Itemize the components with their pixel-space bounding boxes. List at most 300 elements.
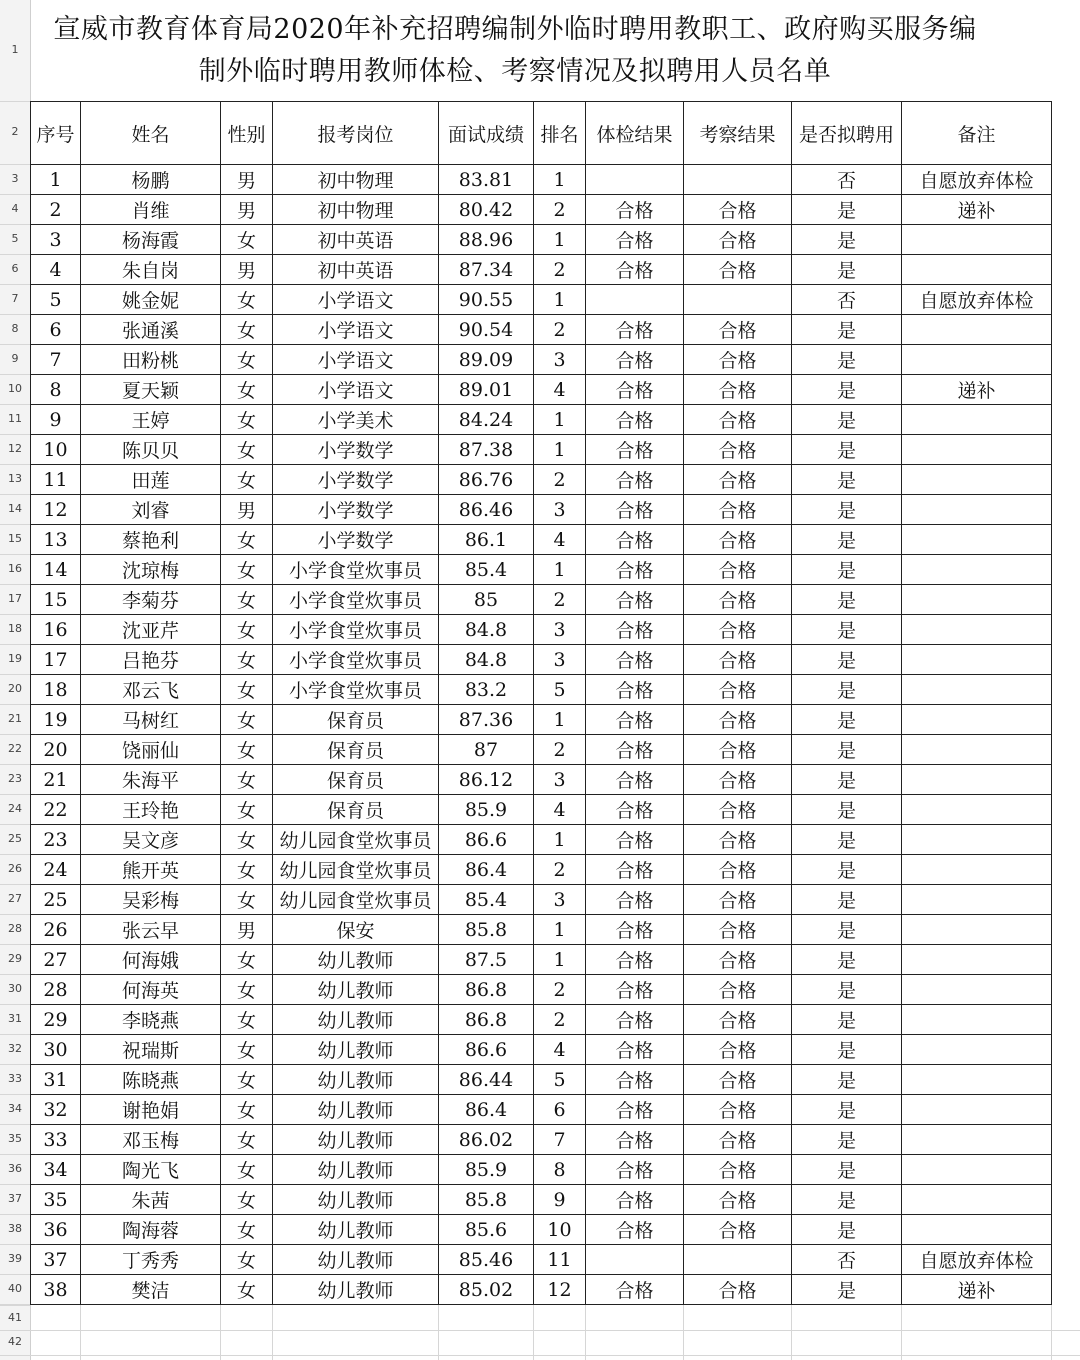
cell-col-position[interactable]: 幼儿教师: [273, 1185, 439, 1215]
cell-col-rank[interactable]: 1: [534, 285, 586, 315]
cell-col-index[interactable]: 34: [31, 1155, 81, 1185]
row-number[interactable]: 19: [8, 652, 22, 665]
header-col-hire[interactable]: 是否拟聘用: [792, 102, 902, 165]
cell-col-remark[interactable]: [902, 1155, 1052, 1185]
cell-col-gender[interactable]: 女: [221, 1185, 273, 1215]
cell-col-inspection[interactable]: 合格: [684, 585, 792, 615]
cell-col-score[interactable]: 86.8: [439, 975, 534, 1005]
cell-col-rank[interactable]: 1: [534, 405, 586, 435]
cell-col-rank[interactable]: 7: [534, 1125, 586, 1155]
cell-col-index[interactable]: 13: [31, 525, 81, 555]
cell-col-hire[interactable]: 是: [792, 1215, 902, 1245]
cell-col-score[interactable]: 86.02: [439, 1125, 534, 1155]
cell-col-index[interactable]: 9: [31, 405, 81, 435]
cell-col-inspection[interactable]: 合格: [684, 1035, 792, 1065]
cell-col-position[interactable]: 幼儿教师: [273, 1005, 439, 1035]
cell-col-score[interactable]: 87.36: [439, 705, 534, 735]
cell-col-hire[interactable]: 是: [792, 405, 902, 435]
row-number[interactable]: 10: [8, 382, 22, 395]
cell-col-name[interactable]: 张通溪: [81, 315, 221, 345]
cell-col-name[interactable]: 田莲: [81, 465, 221, 495]
row-number[interactable]: 18: [8, 622, 22, 635]
cell-col-rank[interactable]: 2: [534, 975, 586, 1005]
cell-col-inspection[interactable]: 合格: [684, 975, 792, 1005]
row-number[interactable]: 22: [8, 742, 22, 755]
cell-col-hire[interactable]: 是: [792, 825, 902, 855]
cell-col-remark[interactable]: [902, 345, 1052, 375]
cell-col-remark[interactable]: 递补: [902, 195, 1052, 225]
cell-col-gender[interactable]: 女: [221, 1155, 273, 1185]
cell-col-score[interactable]: 87.34: [439, 255, 534, 285]
cell-col-name[interactable]: 邓玉梅: [81, 1125, 221, 1155]
header-col-gender[interactable]: 性别: [221, 102, 273, 165]
cell-col-index[interactable]: 25: [31, 885, 81, 915]
cell-col-rank[interactable]: 3: [534, 885, 586, 915]
cell-col-physical[interactable]: [586, 165, 684, 195]
cell-col-physical[interactable]: 合格: [586, 885, 684, 915]
cell-col-gender[interactable]: 女: [221, 435, 273, 465]
cell-col-inspection[interactable]: 合格: [684, 345, 792, 375]
cell-col-inspection[interactable]: 合格: [684, 855, 792, 885]
cell-col-rank[interactable]: 1: [534, 225, 586, 255]
cell-col-score[interactable]: 86.6: [439, 1035, 534, 1065]
cell-col-inspection[interactable]: 合格: [684, 315, 792, 345]
row-number[interactable]: 27: [8, 892, 22, 905]
cell-col-rank[interactable]: 1: [534, 435, 586, 465]
cell-col-index[interactable]: 29: [31, 1005, 81, 1035]
row-number[interactable]: 7: [11, 292, 19, 305]
cell-col-gender[interactable]: 男: [221, 915, 273, 945]
cell-col-remark[interactable]: [902, 1125, 1052, 1155]
cell-col-remark[interactable]: 自愿放弃体检: [902, 285, 1052, 315]
cell-col-inspection[interactable]: 合格: [684, 705, 792, 735]
header-col-name[interactable]: 姓名: [81, 102, 221, 165]
cell-col-position[interactable]: 幼儿教师: [273, 975, 439, 1005]
cell-col-score[interactable]: 85.9: [439, 1155, 534, 1185]
cell-col-rank[interactable]: 1: [534, 555, 586, 585]
cell-col-physical[interactable]: 合格: [586, 735, 684, 765]
cell-col-rank[interactable]: 5: [534, 1065, 586, 1095]
cell-col-score[interactable]: 83.2: [439, 675, 534, 705]
row-number[interactable]: 23: [8, 772, 22, 785]
cell-col-position[interactable]: 幼儿教师: [273, 1215, 439, 1245]
row-number[interactable]: 4: [11, 202, 19, 215]
cell-col-position[interactable]: 小学语文: [273, 285, 439, 315]
cell-col-rank[interactable]: 2: [534, 585, 586, 615]
cell-col-position[interactable]: 小学数学: [273, 525, 439, 555]
row-number[interactable]: 20: [8, 682, 22, 695]
row-number[interactable]: 34: [8, 1102, 22, 1115]
cell-col-name[interactable]: 何海娥: [81, 945, 221, 975]
cell-col-rank[interactable]: 3: [534, 495, 586, 525]
cell-col-inspection[interactable]: 合格: [684, 1005, 792, 1035]
cell-col-index[interactable]: 28: [31, 975, 81, 1005]
cell-col-physical[interactable]: 合格: [586, 555, 684, 585]
cell-col-position[interactable]: 小学美术: [273, 405, 439, 435]
cell-col-inspection[interactable]: 合格: [684, 795, 792, 825]
cell-col-name[interactable]: 朱自岗: [81, 255, 221, 285]
cell-col-position[interactable]: 小学语文: [273, 345, 439, 375]
cell-col-name[interactable]: 朱海平: [81, 765, 221, 795]
cell-col-name[interactable]: 饶丽仙: [81, 735, 221, 765]
row-number[interactable]: 24: [8, 802, 22, 815]
cell-col-hire[interactable]: 是: [792, 645, 902, 675]
cell-col-gender[interactable]: 男: [221, 255, 273, 285]
cell-col-name[interactable]: 马树红: [81, 705, 221, 735]
cell-col-remark[interactable]: [902, 945, 1052, 975]
cell-col-score[interactable]: 86.1: [439, 525, 534, 555]
cell-col-index[interactable]: 16: [31, 615, 81, 645]
cell-col-hire[interactable]: 是: [792, 225, 902, 255]
cell-col-rank[interactable]: 10: [534, 1215, 586, 1245]
cell-col-inspection[interactable]: 合格: [684, 465, 792, 495]
cell-col-index[interactable]: 11: [31, 465, 81, 495]
cell-col-inspection[interactable]: 合格: [684, 735, 792, 765]
cell-col-physical[interactable]: 合格: [586, 1155, 684, 1185]
cell-col-rank[interactable]: 8: [534, 1155, 586, 1185]
cell-col-position[interactable]: 小学食堂炊事员: [273, 675, 439, 705]
cell-col-gender[interactable]: 女: [221, 1125, 273, 1155]
cell-col-inspection[interactable]: 合格: [684, 675, 792, 705]
cell-col-index[interactable]: 3: [31, 225, 81, 255]
cell-col-rank[interactable]: 4: [534, 525, 586, 555]
cell-col-name[interactable]: 吴彩梅: [81, 885, 221, 915]
row-number[interactable]: 14: [8, 502, 22, 515]
cell-col-gender[interactable]: 女: [221, 345, 273, 375]
cell-col-remark[interactable]: [902, 645, 1052, 675]
cell-col-inspection[interactable]: 合格: [684, 195, 792, 225]
cell-col-hire[interactable]: 是: [792, 1155, 902, 1185]
row-number[interactable]: 17: [8, 592, 22, 605]
cell-col-score[interactable]: 85.02: [439, 1275, 534, 1305]
cell-col-index[interactable]: 22: [31, 795, 81, 825]
cell-col-gender[interactable]: 女: [221, 225, 273, 255]
cell-col-rank[interactable]: 2: [534, 315, 586, 345]
cell-col-hire[interactable]: 是: [792, 1125, 902, 1155]
cell-col-position[interactable]: 幼儿教师: [273, 1155, 439, 1185]
cell-col-remark[interactable]: [902, 915, 1052, 945]
cell-col-inspection[interactable]: 合格: [684, 1125, 792, 1155]
cell-col-gender[interactable]: 女: [221, 375, 273, 405]
row-number[interactable]: 16: [8, 562, 22, 575]
cell-col-name[interactable]: 杨鹏: [81, 165, 221, 195]
cell-col-inspection[interactable]: 合格: [684, 1065, 792, 1095]
cell-col-hire[interactable]: 是: [792, 585, 902, 615]
cell-col-name[interactable]: 祝瑞斯: [81, 1035, 221, 1065]
cell-col-rank[interactable]: 5: [534, 675, 586, 705]
cell-col-score[interactable]: 80.42: [439, 195, 534, 225]
cell-col-inspection[interactable]: 合格: [684, 435, 792, 465]
row-number[interactable]: 6: [11, 262, 19, 275]
cell-col-remark[interactable]: [902, 1005, 1052, 1035]
cell-col-physical[interactable]: 合格: [586, 765, 684, 795]
cell-col-index[interactable]: 26: [31, 915, 81, 945]
cell-col-rank[interactable]: 4: [534, 375, 586, 405]
header-col-inspection[interactable]: 考察结果: [684, 102, 792, 165]
cell-col-score[interactable]: 88.96: [439, 225, 534, 255]
cell-col-index[interactable]: 37: [31, 1245, 81, 1275]
cell-col-index[interactable]: 31: [31, 1065, 81, 1095]
cell-col-inspection[interactable]: 合格: [684, 1215, 792, 1245]
cell-col-index[interactable]: 19: [31, 705, 81, 735]
cell-col-position[interactable]: 初中物理: [273, 165, 439, 195]
cell-col-gender[interactable]: 女: [221, 1035, 273, 1065]
cell-col-inspection[interactable]: 合格: [684, 255, 792, 285]
cell-col-index[interactable]: 38: [31, 1275, 81, 1305]
cell-col-hire[interactable]: 是: [792, 555, 902, 585]
cell-col-position[interactable]: 幼儿教师: [273, 1035, 439, 1065]
cell-col-physical[interactable]: 合格: [586, 585, 684, 615]
cell-col-physical[interactable]: 合格: [586, 405, 684, 435]
cell-col-score[interactable]: 85.9: [439, 795, 534, 825]
cell-col-name[interactable]: 李晓燕: [81, 1005, 221, 1035]
cell-col-name[interactable]: 朱茜: [81, 1185, 221, 1215]
cell-col-score[interactable]: 84.24: [439, 405, 534, 435]
row-number[interactable]: 38: [8, 1222, 22, 1235]
cell-col-score[interactable]: 89.01: [439, 375, 534, 405]
cell-col-remark[interactable]: 递补: [902, 375, 1052, 405]
header-col-remark[interactable]: 备注: [902, 102, 1052, 165]
cell-col-inspection[interactable]: 合格: [684, 375, 792, 405]
cell-col-remark[interactable]: [902, 825, 1052, 855]
cell-col-hire[interactable]: 是: [792, 1005, 902, 1035]
cell-col-inspection[interactable]: 合格: [684, 555, 792, 585]
cell-col-remark[interactable]: [902, 855, 1052, 885]
cell-col-physical[interactable]: 合格: [586, 975, 684, 1005]
row-number[interactable]: 29: [8, 952, 22, 965]
cell-col-hire[interactable]: 是: [792, 795, 902, 825]
cell-col-name[interactable]: 丁秀秀: [81, 1245, 221, 1275]
cell-col-gender[interactable]: 女: [221, 645, 273, 675]
cell-col-name[interactable]: 陶光飞: [81, 1155, 221, 1185]
cell-col-physical[interactable]: 合格: [586, 645, 684, 675]
cell-col-index[interactable]: 7: [31, 345, 81, 375]
cell-col-gender[interactable]: 女: [221, 855, 273, 885]
cell-col-name[interactable]: 陶海蓉: [81, 1215, 221, 1245]
cell-col-rank[interactable]: 4: [534, 795, 586, 825]
cell-col-remark[interactable]: [902, 495, 1052, 525]
header-col-index[interactable]: 序号: [31, 102, 81, 165]
row-number[interactable]: 8: [11, 322, 19, 335]
cell-col-score[interactable]: 86.44: [439, 1065, 534, 1095]
cell-col-inspection[interactable]: 合格: [684, 615, 792, 645]
cell-col-rank[interactable]: 2: [534, 255, 586, 285]
header-col-rank[interactable]: 排名: [534, 102, 586, 165]
cell-col-rank[interactable]: 3: [534, 615, 586, 645]
cell-col-remark[interactable]: [902, 555, 1052, 585]
cell-col-gender[interactable]: 女: [221, 315, 273, 345]
row-number[interactable]: 30: [8, 982, 22, 995]
cell-col-gender[interactable]: 女: [221, 525, 273, 555]
cell-col-index[interactable]: 5: [31, 285, 81, 315]
cell-col-name[interactable]: 张云早: [81, 915, 221, 945]
cell-col-score[interactable]: 85: [439, 585, 534, 615]
cell-col-remark[interactable]: [902, 885, 1052, 915]
cell-col-score[interactable]: 87.5: [439, 945, 534, 975]
cell-col-index[interactable]: 12: [31, 495, 81, 525]
cell-col-rank[interactable]: 1: [534, 165, 586, 195]
cell-col-score[interactable]: 84.8: [439, 645, 534, 675]
cell-col-rank[interactable]: 2: [534, 195, 586, 225]
row-number[interactable]: 33: [8, 1072, 22, 1085]
cell-col-position[interactable]: 保育员: [273, 765, 439, 795]
cell-col-hire[interactable]: 否: [792, 1245, 902, 1275]
cell-col-physical[interactable]: 合格: [586, 705, 684, 735]
cell-col-position[interactable]: 保育员: [273, 705, 439, 735]
cell-col-hire[interactable]: 是: [792, 675, 902, 705]
cell-col-remark[interactable]: [902, 525, 1052, 555]
cell-col-name[interactable]: 肖维: [81, 195, 221, 225]
cell-col-inspection[interactable]: 合格: [684, 1185, 792, 1215]
cell-col-remark[interactable]: [902, 1035, 1052, 1065]
cell-col-physical[interactable]: 合格: [586, 855, 684, 885]
cell-col-index[interactable]: 4: [31, 255, 81, 285]
cell-col-index[interactable]: 14: [31, 555, 81, 585]
cell-col-remark[interactable]: [902, 795, 1052, 825]
cell-col-physical[interactable]: 合格: [586, 315, 684, 345]
cell-col-gender[interactable]: 女: [221, 615, 273, 645]
cell-col-remark[interactable]: [902, 735, 1052, 765]
cell-col-physical[interactable]: 合格: [586, 795, 684, 825]
cell-col-hire[interactable]: 是: [792, 1035, 902, 1065]
row-number[interactable]: 2: [11, 125, 19, 138]
header-col-physical[interactable]: 体检结果: [586, 102, 684, 165]
row-number[interactable]: 28: [8, 922, 22, 935]
cell-col-gender[interactable]: 女: [221, 1275, 273, 1305]
cell-col-name[interactable]: 姚金妮: [81, 285, 221, 315]
cell-col-name[interactable]: 刘睿: [81, 495, 221, 525]
cell-col-gender[interactable]: 女: [221, 1065, 273, 1095]
cell-col-inspection[interactable]: 合格: [684, 525, 792, 555]
cell-col-index[interactable]: 10: [31, 435, 81, 465]
cell-col-gender[interactable]: 女: [221, 705, 273, 735]
cell-col-inspection[interactable]: 合格: [684, 1095, 792, 1125]
cell-col-remark[interactable]: 递补: [902, 1275, 1052, 1305]
cell-col-inspection[interactable]: 合格: [684, 225, 792, 255]
cell-col-physical[interactable]: 合格: [586, 615, 684, 645]
cell-col-score[interactable]: 86.12: [439, 765, 534, 795]
cell-col-score[interactable]: 86.8: [439, 1005, 534, 1035]
cell-col-rank[interactable]: 11: [534, 1245, 586, 1275]
cell-col-score[interactable]: 87: [439, 735, 534, 765]
cell-col-position[interactable]: 幼儿教师: [273, 1065, 439, 1095]
cell-col-hire[interactable]: 是: [792, 915, 902, 945]
cell-col-hire[interactable]: 是: [792, 375, 902, 405]
cell-col-index[interactable]: 35: [31, 1185, 81, 1215]
row-number[interactable]: 40: [8, 1282, 22, 1295]
cell-col-remark[interactable]: [902, 315, 1052, 345]
cell-col-position[interactable]: 幼儿园食堂炊事员: [273, 825, 439, 855]
cell-col-index[interactable]: 24: [31, 855, 81, 885]
cell-col-hire[interactable]: 是: [792, 1095, 902, 1125]
row-number[interactable]: 42: [8, 1335, 22, 1348]
cell-col-index[interactable]: 27: [31, 945, 81, 975]
row-number[interactable]: 15: [8, 532, 22, 545]
row-number[interactable]: 11: [8, 412, 22, 425]
cell-col-name[interactable]: 何海英: [81, 975, 221, 1005]
cell-col-hire[interactable]: 是: [792, 1275, 902, 1305]
cell-col-hire[interactable]: 是: [792, 1065, 902, 1095]
cell-col-name[interactable]: 王玲艳: [81, 795, 221, 825]
row-number[interactable]: 5: [11, 232, 19, 245]
cell-col-gender[interactable]: 女: [221, 285, 273, 315]
cell-col-hire[interactable]: 是: [792, 1185, 902, 1215]
cell-col-inspection[interactable]: 合格: [684, 885, 792, 915]
cell-col-gender[interactable]: 女: [221, 885, 273, 915]
cell-col-inspection[interactable]: 合格: [684, 495, 792, 525]
cell-col-name[interactable]: 熊开英: [81, 855, 221, 885]
cell-col-index[interactable]: 20: [31, 735, 81, 765]
cell-col-gender[interactable]: 女: [221, 465, 273, 495]
row-number[interactable]: 3: [11, 172, 19, 185]
cell-col-inspection[interactable]: 合格: [684, 915, 792, 945]
row-number[interactable]: 31: [8, 1012, 22, 1025]
cell-col-remark[interactable]: [902, 585, 1052, 615]
cell-col-hire[interactable]: 是: [792, 345, 902, 375]
cell-col-position[interactable]: 小学食堂炊事员: [273, 615, 439, 645]
cell-col-position[interactable]: 小学食堂炊事员: [273, 645, 439, 675]
cell-col-physical[interactable]: 合格: [586, 1215, 684, 1245]
row-number[interactable]: 36: [8, 1162, 22, 1175]
cell-col-score[interactable]: 85.4: [439, 555, 534, 585]
cell-col-physical[interactable]: 合格: [586, 225, 684, 255]
cell-col-score[interactable]: 86.4: [439, 1095, 534, 1125]
cell-col-score[interactable]: 87.38: [439, 435, 534, 465]
cell-col-score[interactable]: 85.4: [439, 885, 534, 915]
cell-col-index[interactable]: 15: [31, 585, 81, 615]
cell-col-remark[interactable]: [902, 1215, 1052, 1245]
cell-col-score[interactable]: 89.09: [439, 345, 534, 375]
cell-col-gender[interactable]: 女: [221, 1215, 273, 1245]
cell-col-score[interactable]: 85.46: [439, 1245, 534, 1275]
cell-col-inspection[interactable]: 合格: [684, 405, 792, 435]
cell-col-rank[interactable]: 1: [534, 945, 586, 975]
cell-col-rank[interactable]: 3: [534, 345, 586, 375]
cell-col-remark[interactable]: 自愿放弃体检: [902, 1245, 1052, 1275]
cell-col-gender[interactable]: 女: [221, 1245, 273, 1275]
cell-col-gender[interactable]: 女: [221, 555, 273, 585]
cell-col-name[interactable]: 邓云飞: [81, 675, 221, 705]
cell-col-position[interactable]: 幼儿教师: [273, 1245, 439, 1275]
cell-col-physical[interactable]: 合格: [586, 465, 684, 495]
cell-col-rank[interactable]: 2: [534, 465, 586, 495]
row-number[interactable]: 1: [11, 43, 19, 56]
cell-col-score[interactable]: 85.8: [439, 915, 534, 945]
cell-col-score[interactable]: 90.54: [439, 315, 534, 345]
cell-col-physical[interactable]: 合格: [586, 495, 684, 525]
cell-col-inspection[interactable]: 合格: [684, 1155, 792, 1185]
cell-col-position[interactable]: 幼儿园食堂炊事员: [273, 855, 439, 885]
cell-col-hire[interactable]: 是: [792, 885, 902, 915]
cell-col-inspection[interactable]: 合格: [684, 765, 792, 795]
cell-col-inspection[interactable]: [684, 285, 792, 315]
cell-col-hire[interactable]: 是: [792, 195, 902, 225]
cell-col-physical[interactable]: 合格: [586, 1275, 684, 1305]
cell-col-rank[interactable]: 12: [534, 1275, 586, 1305]
cell-col-name[interactable]: 吕艳芬: [81, 645, 221, 675]
cell-col-name[interactable]: 田粉桃: [81, 345, 221, 375]
cell-col-hire[interactable]: 是: [792, 945, 902, 975]
cell-col-rank[interactable]: 4: [534, 1035, 586, 1065]
cell-col-name[interactable]: 陈贝贝: [81, 435, 221, 465]
cell-col-position[interactable]: 幼儿教师: [273, 945, 439, 975]
cell-col-score[interactable]: 83.81: [439, 165, 534, 195]
cell-col-gender[interactable]: 女: [221, 795, 273, 825]
cell-col-remark[interactable]: [902, 975, 1052, 1005]
cell-col-name[interactable]: 夏天颖: [81, 375, 221, 405]
cell-col-hire[interactable]: 是: [792, 525, 902, 555]
cell-col-rank[interactable]: 9: [534, 1185, 586, 1215]
